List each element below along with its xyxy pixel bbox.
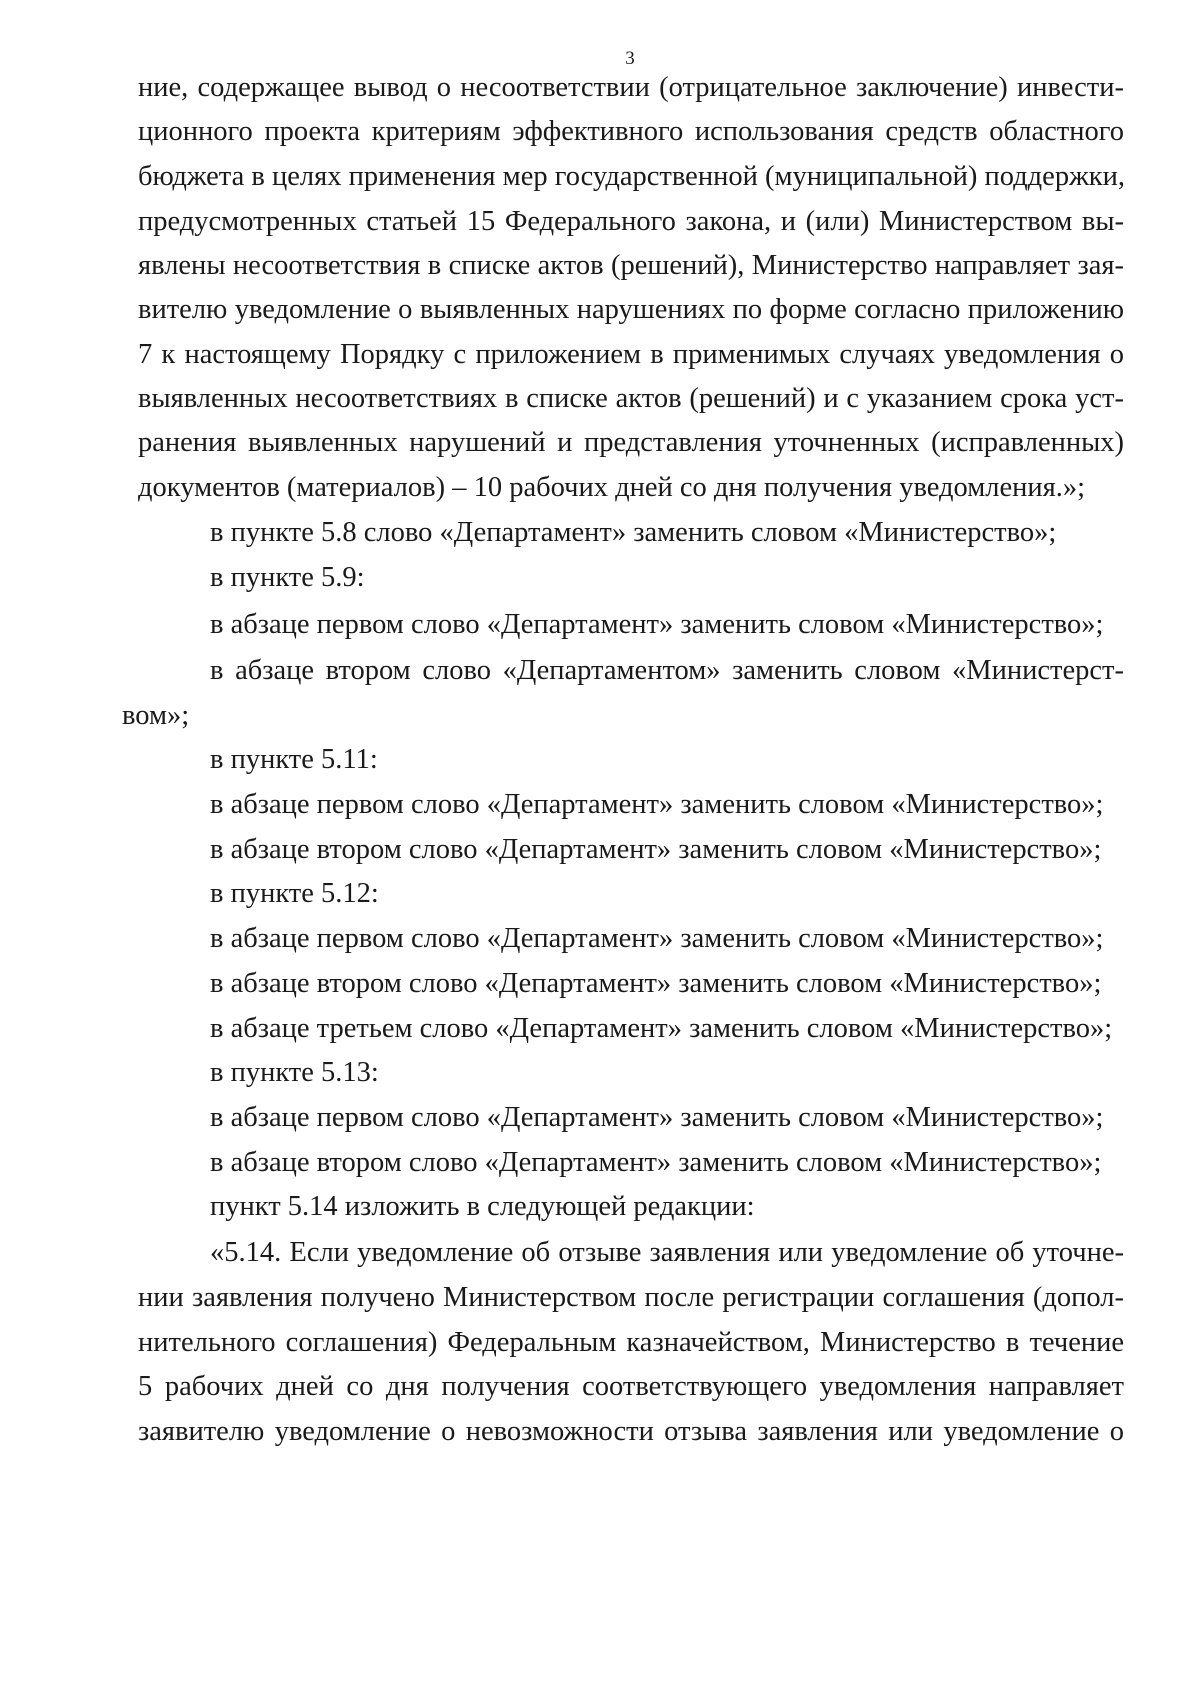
text-line: «5.14. Если уведомление об отзыве заявления или уведомление об уточне- bbox=[210, 1237, 1124, 1268]
text-line: 5 рабочих дней со дня получения соответствующего уведомления направляет bbox=[138, 1371, 1124, 1402]
text-line: в абзаце втором слово «Департамент» заменить словом «Министерство»; bbox=[210, 968, 1102, 999]
text-line: в абзаце втором слово «Департамент» заменить словом «Министерство»; bbox=[210, 834, 1102, 865]
page-number: 3 bbox=[625, 48, 635, 69]
text-line: в абзаце первом слово «Департамент» заменить словом «Министерство»; bbox=[210, 923, 1104, 954]
text-line: вителю уведомление о выявленных нарушениях по форме согласно приложению bbox=[138, 294, 1124, 325]
text-line: бюджета в целях применения мер государственной (муниципальной) поддержки, bbox=[138, 161, 1125, 192]
text-line: 7 к настоящему Порядку с приложением в применимых случаях уведомления о bbox=[138, 339, 1124, 370]
text-line: документов (материалов) – 10 рабочих дней со дня получения уведомления.»; bbox=[138, 472, 1086, 503]
text-line: заявителю уведомление о невозможности отзыва заявления или уведомление о bbox=[138, 1416, 1124, 1447]
text-line: в пункте 5.13: bbox=[210, 1057, 379, 1088]
text-line: явлены несоответствия в списке актов (решений), Министерство направляет зая- bbox=[138, 250, 1124, 281]
text-line: предусмотренных статьей 15 Федерального закона, и (или) Министерством вы- bbox=[138, 206, 1124, 237]
text-line: ние, содержащее вывод о несоответствии (отрицательное заключение) инвести- bbox=[138, 72, 1124, 103]
text-line: в абзаце первом слово «Департамент» заменить словом «Министерство»; bbox=[210, 609, 1104, 640]
text-line: в абзаце третьем слово «Департамент» заменить словом «Министерство»; bbox=[210, 1013, 1113, 1044]
text-line: пункт 5.14 изложить в следующей редакции: bbox=[210, 1191, 755, 1222]
text-line: в пункте 5.8 слово «Департамент» заменить словом «Министерство»; bbox=[210, 517, 1057, 548]
text-line: нительного соглашения) Федеральным казначейством, Министерство в течение bbox=[138, 1327, 1124, 1358]
text-line: ранения выявленных нарушений и представления уточненных (исправленных) bbox=[138, 427, 1124, 458]
text-line: в абзаце первом слово «Департамент» заменить словом «Министерство»; bbox=[210, 789, 1104, 820]
text-line: выявленных несоответствиях в списке актов (решений) и с указанием срока уст- bbox=[138, 383, 1124, 414]
text-line: в абзаце втором слово «Департамент» заменить словом «Министерство»; bbox=[210, 1147, 1102, 1178]
text-line: в абзаце втором слово «Департаментом» заменить словом «Министерст- bbox=[210, 655, 1124, 686]
text-line: вом»; bbox=[122, 700, 190, 731]
text-line: в пункте 5.12: bbox=[210, 878, 379, 909]
text-line: в пункте 5.9: bbox=[210, 562, 365, 593]
text-line: в пункте 5.11: bbox=[210, 744, 378, 775]
text-line: в абзаце первом слово «Департамент» заменить словом «Министерство»; bbox=[210, 1102, 1104, 1133]
text-line: ционного проекта критериям эффективного использования средств областного bbox=[138, 116, 1124, 147]
text-line: нии заявления получено Министерством после регистрации соглашения (допол- bbox=[138, 1282, 1124, 1313]
